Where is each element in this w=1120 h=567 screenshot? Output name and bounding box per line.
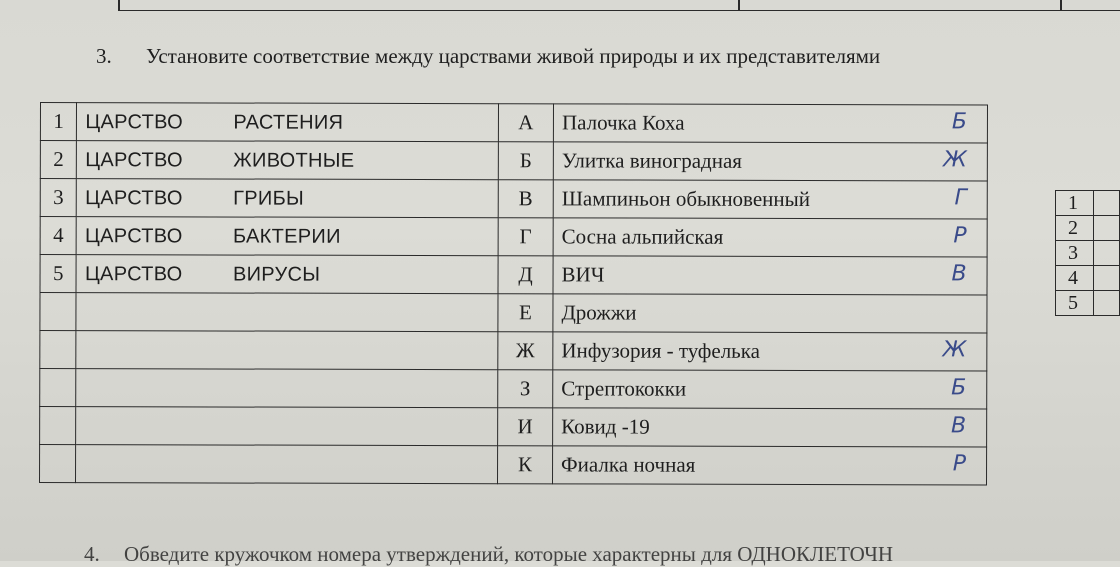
option-letter: Д [498, 256, 553, 294]
answer-row [1056, 266, 1120, 291]
representative-name: Инфузория - туфелька [561, 338, 761, 363]
answer-row [1056, 241, 1120, 266]
next-question [84, 542, 893, 567]
answer-blank[interactable] [1093, 266, 1119, 291]
handwritten-answer: Р [952, 451, 967, 477]
representative-cell [553, 142, 987, 181]
next-question-text: Обведите кружочком номера утверждений, которые характерны для ОДНОКЛЕТОЧН [124, 542, 894, 566]
row-number [40, 293, 77, 331]
handwritten-answer: В [951, 413, 967, 439]
answer-blank[interactable] [1093, 291, 1119, 316]
option-letter: Е [498, 294, 553, 332]
answer-grid [1055, 190, 1120, 316]
row-number [40, 331, 77, 369]
kingdom-cell [77, 103, 499, 142]
representative-name: Стрептококки [561, 376, 687, 401]
representative-cell [553, 294, 987, 333]
representative-cell [553, 332, 987, 371]
answer-number: 5 [1056, 291, 1094, 316]
matching-table [39, 102, 988, 485]
row-number: 1 [40, 103, 77, 141]
kingdom-name: РАСТЕНИЯ [233, 111, 344, 134]
representative-name: Сосна альпийская [561, 224, 724, 249]
representative-cell [553, 180, 987, 219]
kingdom-cell [77, 141, 499, 180]
option-letter: К [497, 446, 552, 484]
row-number [40, 407, 77, 445]
kingdom-name: БАКТЕРИИ [233, 225, 341, 248]
table-row [40, 445, 987, 485]
table-row [40, 141, 987, 181]
kingdom-cell [76, 369, 498, 408]
kingdom-cell [76, 331, 498, 370]
answer-number: 2 [1056, 216, 1094, 241]
kingdom-cell [76, 445, 498, 484]
table-row [40, 369, 987, 409]
next-question-number: 4. [84, 542, 100, 566]
answer-blank[interactable] [1093, 241, 1119, 266]
table-row [40, 103, 987, 143]
option-letter: В [498, 180, 553, 218]
representative-name: Улитка виноградная [561, 148, 742, 173]
kingdom-cell [76, 407, 498, 446]
kingdom-label: ЦАРСТВО [85, 149, 183, 172]
kingdom-label: ЦАРСТВО [85, 111, 183, 134]
handwritten-answer: Б [951, 109, 967, 135]
handwritten-answer: В [951, 261, 967, 287]
representative-cell [553, 256, 987, 295]
question-text: Установите соответствие между царствами живой природы и их представителями [146, 44, 881, 68]
representative-cell [553, 446, 987, 485]
question-title [96, 44, 880, 69]
kingdom-label: ЦАРСТВО [85, 225, 183, 248]
representative-cell [553, 104, 987, 143]
option-letter: А [498, 104, 553, 142]
answer-row [1056, 191, 1120, 216]
table-row [40, 255, 987, 295]
table-row [40, 293, 987, 333]
representative-cell [553, 370, 987, 409]
representative-name: Палочка Коха [561, 110, 685, 135]
handwritten-answer: Р [953, 223, 967, 249]
table-row [40, 217, 987, 257]
kingdom-name: ГРИБЫ [233, 187, 305, 210]
option-letter: З [498, 370, 553, 408]
option-letter: Г [498, 218, 553, 256]
representative-name: Ковид -19 [561, 414, 650, 439]
table-row [40, 331, 987, 371]
answer-blank[interactable] [1093, 216, 1119, 241]
representative-cell [553, 218, 987, 257]
row-number: 4 [40, 217, 77, 255]
question-number: 3. [96, 44, 112, 68]
table-row [40, 179, 987, 219]
kingdom-label: ЦАРСТВО [85, 187, 183, 210]
row-number [40, 445, 77, 483]
row-number: 3 [40, 179, 77, 217]
kingdom-label: ЦАРСТВО [84, 263, 183, 286]
kingdom-cell [76, 293, 498, 332]
answer-row [1056, 216, 1120, 241]
representative-name: Шампиньон обыкновенный [561, 186, 811, 212]
option-letter: И [497, 408, 552, 446]
previous-table-edge [118, 0, 1120, 11]
handwritten-answer: Ж [942, 337, 967, 363]
answer-row [1056, 291, 1120, 316]
answer-blank[interactable] [1093, 191, 1119, 216]
kingdom-name: ЖИВОТНЫЕ [233, 149, 355, 172]
representative-cell [553, 408, 987, 447]
table-row [40, 407, 987, 447]
kingdom-cell [76, 255, 498, 294]
option-letter: Б [498, 142, 553, 180]
answer-number: 4 [1056, 266, 1094, 291]
row-number: 2 [40, 141, 77, 179]
handwritten-answer: Ж [943, 147, 967, 173]
handwritten-answer: Б [951, 375, 967, 401]
representative-name: Дрожжи [561, 300, 637, 325]
answer-number: 3 [1056, 241, 1094, 266]
row-number: 5 [40, 255, 77, 293]
row-number [40, 369, 77, 407]
handwritten-answer: Г [954, 185, 967, 211]
kingdom-cell [77, 217, 499, 256]
representative-name: ВИЧ [561, 262, 605, 287]
answer-number: 1 [1056, 191, 1094, 216]
kingdom-cell [77, 179, 499, 218]
option-letter: Ж [498, 332, 553, 370]
kingdom-name: ВИРУСЫ [232, 263, 321, 286]
representative-name: Фиалка ночная [561, 452, 696, 477]
